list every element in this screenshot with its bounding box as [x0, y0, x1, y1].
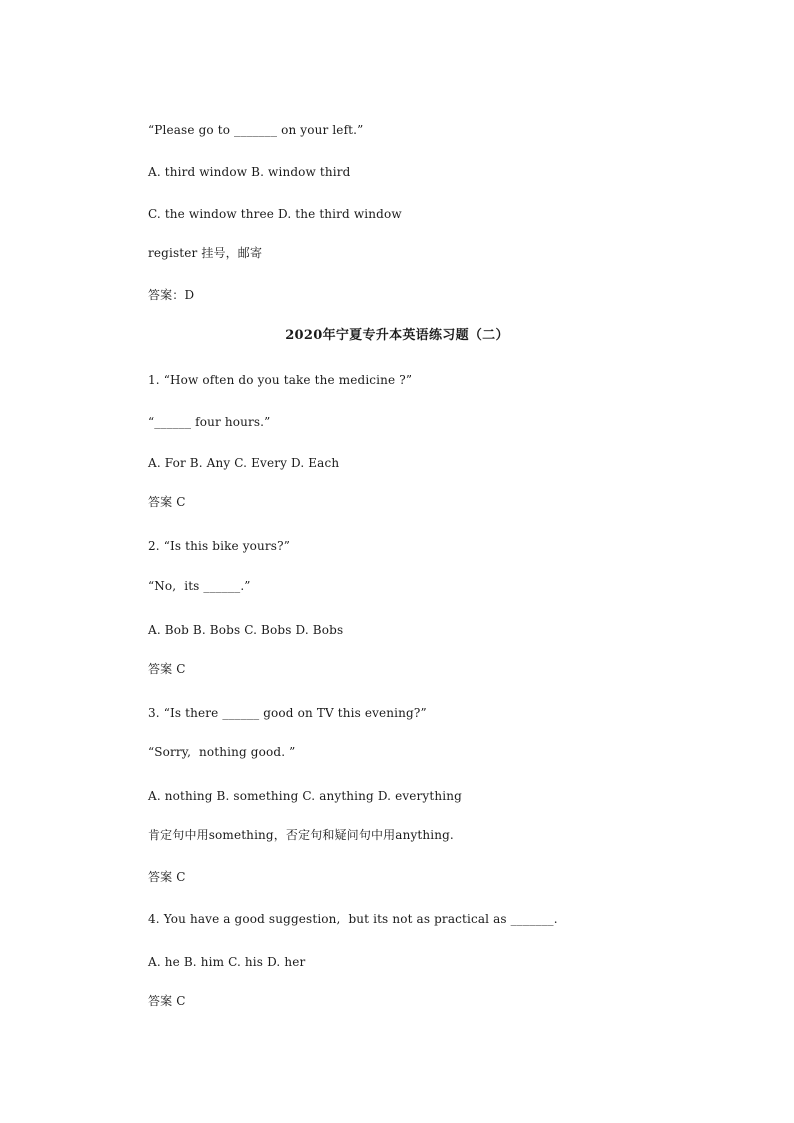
- question-line: 3. “Is there ______ good on TV this evening?”: [148, 706, 427, 720]
- options-line: A. he B. him C. his D. her: [148, 955, 306, 969]
- text-line: “Please go to _______ on your left.”: [148, 123, 364, 137]
- options-line: A. For B. Any C. Every D. Each: [148, 456, 340, 470]
- answer-line: 答案 C: [148, 870, 186, 884]
- answer-line: 答案：D: [148, 288, 195, 302]
- text-line: “No, its ______.”: [148, 579, 251, 593]
- text-line: register 挂号，邮寄: [148, 246, 263, 260]
- text-line: “______ four hours.”: [148, 415, 271, 429]
- question-line: 2. “Is this bike yours?”: [148, 539, 290, 553]
- options-line: A. nothing B. something C. anything D. everything: [148, 789, 462, 803]
- answer-line: 答案 C: [148, 495, 186, 509]
- text-line: A. third window B. window third: [148, 165, 351, 179]
- answer-line: 答案 C: [148, 662, 186, 676]
- options-line: A. Bob B. Bobs C. Bobs D. Bobs: [148, 623, 344, 637]
- section-title: 2020年宁夏专升本英语练习题（二）: [285, 328, 509, 343]
- question-line: 4. You have a good suggestion, but its not as practical as _______.: [148, 912, 558, 926]
- text-line: C. the window three D. the third window: [148, 207, 402, 221]
- answer-line: 答案 C: [148, 994, 186, 1008]
- text-line: 肯定句中用something，否定句和疑问句中用anything.: [148, 828, 454, 842]
- text-line: “Sorry, nothing good. ”: [148, 745, 296, 759]
- question-line: 1. “How often do you take the medicine ?”: [148, 373, 413, 387]
